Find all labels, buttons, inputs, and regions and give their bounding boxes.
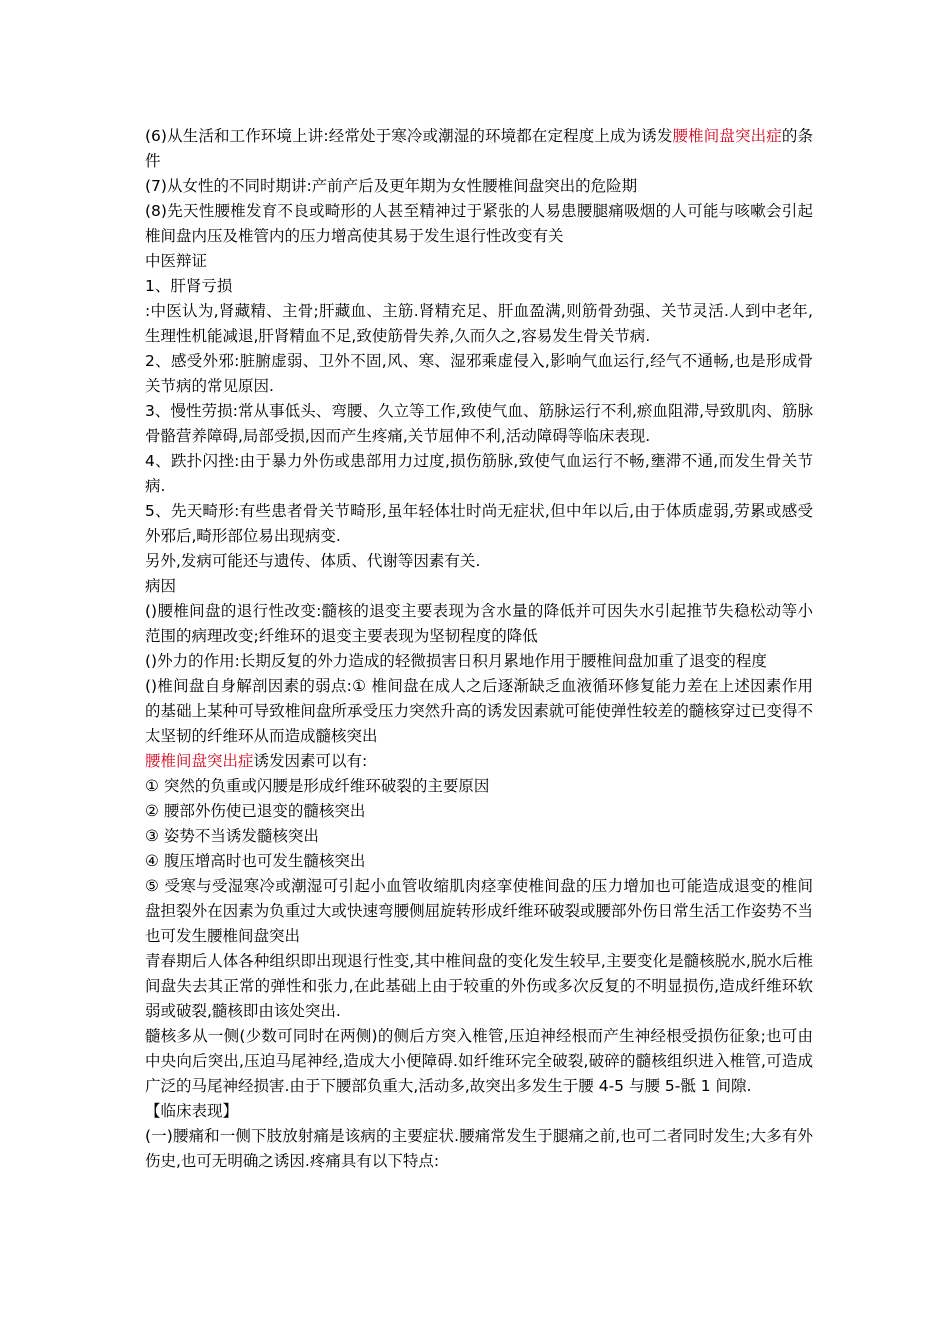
paragraph-text: (6)从生活和工作环境上讲:经常处于寒冷或潮湿的环境都在定程度上成为诱发 (145, 127, 673, 145)
trigger-item-2: ② 腰部外伤使已退变的髓核突出 (145, 802, 366, 820)
item-chronic-strain: 3、慢性劳损:常从事低头、弯腰、久立等工作,致使气血、筋脉运行不利,瘀血阻滞,导致肌肉、筋脉骨骼营养障碍,局部受损,因而产生疼痛,关节屈伸不利,活动障碍等临床表现. (145, 402, 813, 445)
item-liver-kidney-title: 1、肝肾亏损 (145, 277, 233, 295)
document-page (145, 124, 813, 1174)
item-external-pathogen: 2、感受外邪:脏腑虚弱、卫外不固,风、寒、湿邪乘虚侵入,影响气血运行,经气不通畅,也是形成骨关节病的常见原因. (145, 352, 813, 395)
heading-clinical-manifestation: 【临床表现】 (145, 1102, 239, 1120)
paragraph-external-force: ()外力的作用:长期反复的外力造成的轻微损害日积月累地作用于腰椎间盘加重了退变的程度 (145, 652, 767, 670)
trigger-item-1: ① 突然的负重或闪腰是形成纤维环破裂的主要原因 (145, 777, 490, 795)
paragraph-degeneration: ()腰椎间盘的退行性改变:髓核的退变主要表现为含水量的降低并可因失水引起推节失稳松动等小范围的病理改变;纤维环的退变主要表现为坚韧程度的降低 (145, 602, 813, 645)
paragraph-anatomy-weakness: ()椎间盘自身解剖因素的弱点:① 椎间盘在成人之后逐渐缺乏血液循环修复能力差在上述因素作用的基础上某种可导致椎间盘所承受压力突然升高的诱发因素就可能使弹性较差的髓核穿过已变得不太坚韧的纤维环从而造成髓核突出 (145, 677, 813, 745)
paragraph-text: 诱发因素可以有: (253, 752, 368, 770)
heading-tcm-diagnosis: 中医辩证 (145, 252, 208, 270)
item-liver-kidney-body: :中医认为,肾藏精、主骨;肝藏血、主筋.肾精充足、肝血盈满,则筋骨劲强、关节灵活.人到中老年,生理性机能减退,肝肾精血不足,致使筋骨失养,久而久之,容易发生骨关节病. (145, 302, 813, 345)
heading-etiology: 病因 (145, 577, 177, 595)
paragraph-text: 的条件 (145, 127, 813, 170)
highlight-link-disease[interactable]: 腰椎间盘突出症 (145, 752, 254, 770)
item-fall-sprain: 4、跌扑闪挫:由于暴力外伤或患部用力过度,损伤筋脉,致使气血运行不畅,壅滞不通,而发生骨关节病. (145, 452, 813, 495)
paragraph-nucleus-protrusion: 髓核多从一侧(少数可同时在两侧)的侧后方突入椎管,压迫神经根而产生神经根受损伤征象;也可由中央向后突出,压迫马尾神经,造成大小便障碍.如纤维环完全破裂,破碎的髓核组织进入椎管,可造成广泛的马尾神经损害.由于下腰部负重大,活动多,故突出多发生于腰 4-5 与腰 5-骶 1 间隙. (145, 1027, 813, 1095)
trigger-item-3: ③ 姿势不当诱发髓核突出 (145, 827, 319, 845)
paragraph-puberty: 青春期后人体各种组织即出现退行性变,其中椎间盘的变化发生较早,主要变化是髓核脱水,脱水后椎间盘失去其正常的弹性和张力,在此基础上由于较重的外伤或多次反复的不明显损伤,造成纤维环软弱或破裂,髓核即由该处突出. (145, 952, 813, 1020)
trigger-item-4: ④ 腹压增高时也可发生髓核突出 (145, 852, 366, 870)
highlight-link-disease[interactable]: 腰椎间盘突出症 (672, 127, 782, 145)
trigger-item-5: ⑤ 受寒与受湿寒冷或潮湿可引起小血管收缩肌肉痉挛使椎间盘的压力增加也可能造成退变的椎间盘担裂外在因素为负重过大或快速弯腰侧屈旋转形成纤维环破裂或腰部外伤日常生活工作姿势不当也可发生腰椎间盘突出 (145, 877, 813, 945)
paragraph-low-back-pain: (一)腰痛和一侧下肢放射痛是该病的主要症状.腰痛常发生于腿痛之前,也可二者同时发生;大多有外伤史,也可无明确之诱因.疼痛具有以下特点: (145, 1127, 813, 1170)
paragraph-female-period: (7)从女性的不同时期讲:产前产后及更年期为女性腰椎间盘突出的危险期 (145, 177, 638, 195)
item-congenital-deformity: 5、先天畸形:有些患者骨关节畸形,虽年轻体壮时尚无症状,但中年以后,由于体质虚弱,劳累或感受外邪后,畸形部位易出现病变. (145, 502, 813, 545)
paragraph-other-factors: 另外,发病可能还与遗传、体质、代谢等因素有关. (145, 552, 481, 570)
paragraph-trigger-intro (145, 749, 813, 774)
paragraph-congenital: (8)先天性腰椎发育不良或畸形的人甚至精神过于紧张的人易患腰腿痛吸烟的人可能与咳嗽会引起椎间盘内压及椎管内的压力增高使其易于发生退行性改变有关 (145, 202, 813, 245)
paragraph-environment-cause (145, 124, 813, 174)
